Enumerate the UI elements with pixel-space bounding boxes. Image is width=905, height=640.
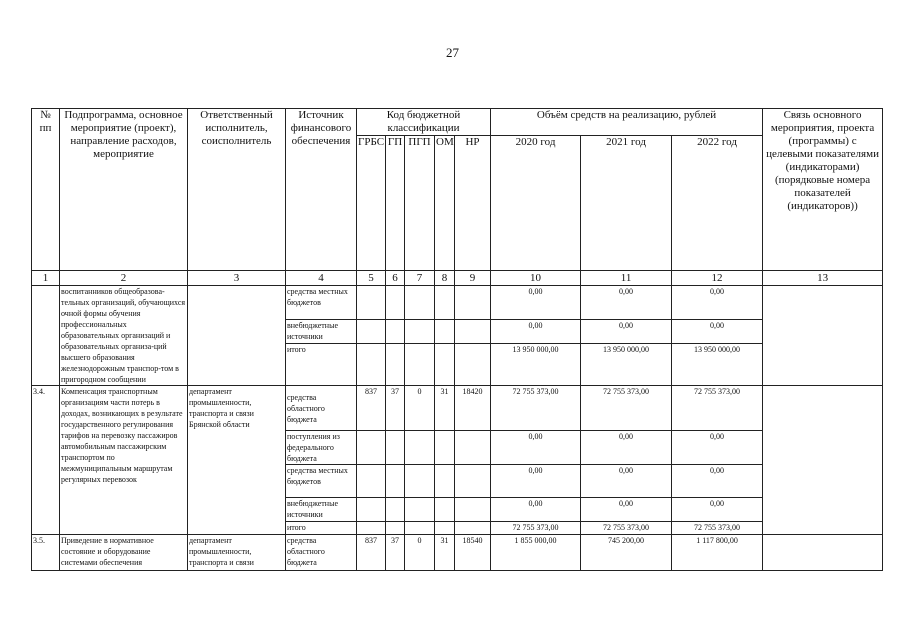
col-number: 6 [386,271,405,286]
row-value-2022: 0,00 [672,286,763,320]
row-value-2021: 0,00 [581,431,672,465]
row-grbs: 837 [357,386,386,431]
row-gp: 37 [386,535,405,571]
col-number: 3 [188,271,286,286]
row-number [32,286,60,386]
row-value-2020: 0,00 [491,320,581,344]
row-value-2020: 0,00 [491,498,581,522]
col-number: 7 [405,271,435,286]
row-value-2021: 745 200,00 [581,535,672,571]
row-grbs: 837 [357,535,386,571]
row-executor [188,286,286,386]
row-value-2021: 72 755 373,00 [581,386,672,431]
col-number: 12 [672,271,763,286]
row-value-2022: 13 950 000,00 [672,344,763,386]
row-value-2020: 0,00 [491,465,581,498]
table-row [32,286,883,320]
row-value-2022: 0,00 [672,465,763,498]
row-pgp: 0 [405,535,435,571]
row-value-2022: 0,00 [672,498,763,522]
row-value-2020: 72 755 373,00 [491,522,581,535]
row-value-2022: 72 755 373,00 [672,386,763,431]
row-value-2020: 13 950 000,00 [491,344,581,386]
row-description: Компенсация транспортным организациям части потерь в доходах, возникающих в результате государственного регулирования тарифов на перевозку пассажиров автомобильным пассажирским транспортом по межмуниципальным маршрутам регулярных перевозок [60,386,188,535]
row-value-2022: 72 755 373,00 [672,522,763,535]
row-source: средства областного бюджета [286,535,357,571]
row-source: средства местных бюджетов [286,286,357,320]
col-number: 5 [357,271,386,286]
row-value-2020: 0,00 [491,431,581,465]
row-nr: 18420 [455,386,491,431]
row-om: 31 [435,386,455,431]
header-year-2022: 2022 год [672,136,763,271]
row-indicator-link [763,286,883,386]
header-gp: ГП [386,136,405,271]
header-code-group: Код бюджетной классификации [357,109,491,136]
header-year-2021: 2021 год [581,136,672,271]
header-executor: Ответственный исполнитель, соисполнитель [188,109,286,271]
row-source: средства местных бюджетов [286,465,357,498]
header-volume-group: Объём средств на реализацию, рублей [491,109,763,136]
col-number: 4 [286,271,357,286]
row-value-2020: 0,00 [491,286,581,320]
row-executor: департамент промышленности, транспорта и связи [188,535,286,571]
row-value-2021: 0,00 [581,286,672,320]
col-number: 10 [491,271,581,286]
row-value-2021: 0,00 [581,320,672,344]
row-nr: 18540 [455,535,491,571]
row-pgp: 0 [405,386,435,431]
row-value-2022: 1 117 800,00 [672,535,763,571]
table-row [32,386,883,431]
column-numbers-row [32,271,883,286]
row-description: воспитанников общеобразова-тельных организаций, обучающихся очной формы обучения профессиональных образовательных организаций и образовательных организа-ций высшего образования железнодорожным транспор-том в пригородном сообщении [60,286,188,386]
row-value-2021: 13 950 000,00 [581,344,672,386]
row-number: 3.4. [32,386,60,535]
header-link: Связь основного мероприятия, проекта (программы) с целевыми показателями (индикаторами) (порядковые номера показателей (индикаторов)) [763,109,883,271]
row-source: итого [286,522,357,535]
header-year-2020: 2020 год [491,136,581,271]
row-om: 31 [435,535,455,571]
col-number: 9 [455,271,491,286]
row-number: 3.5. [32,535,60,571]
header-subprogram: Подпрограмма, основное мероприятие (проект), направление расходов, мероприятие [60,109,188,271]
col-number: 8 [435,271,455,286]
header-grbs: ГРБС [357,136,386,271]
row-source: внебюджетные источники [286,498,357,522]
row-value-2020: 72 755 373,00 [491,386,581,431]
row-source: внебюджетные источники [286,320,357,344]
row-source: поступления из федерального бюджета [286,431,357,465]
header-om: ОМ [435,136,455,271]
col-number: 13 [763,271,883,286]
budget-table [31,108,883,571]
header-number: № пп [32,109,60,271]
row-value-2022: 0,00 [672,431,763,465]
header-pgp: ПГП [405,136,435,271]
header-source: Источник финансового обеспечения [286,109,357,271]
row-indicator-link [763,535,883,571]
row-value-2022: 0,00 [672,320,763,344]
col-number: 11 [581,271,672,286]
col-number: 1 [32,271,60,286]
col-number: 2 [60,271,188,286]
row-executor: департамент промышленности, транспорта и связи Брянской области [188,386,286,535]
row-value-2020: 1 855 000,00 [491,535,581,571]
row-indicator-link [763,386,883,535]
row-description: Приведение в нормативное состояние и оборудование системами обеспечения [60,535,188,571]
table-row [32,535,883,571]
row-value-2021: 0,00 [581,498,672,522]
row-source: средства областного бюджета [286,386,357,431]
header-nr: НР [455,136,491,271]
row-value-2021: 72 755 373,00 [581,522,672,535]
row-value-2021: 0,00 [581,465,672,498]
row-source: итого [286,344,357,386]
page-number: 27 [446,45,459,60]
row-gp: 37 [386,386,405,431]
